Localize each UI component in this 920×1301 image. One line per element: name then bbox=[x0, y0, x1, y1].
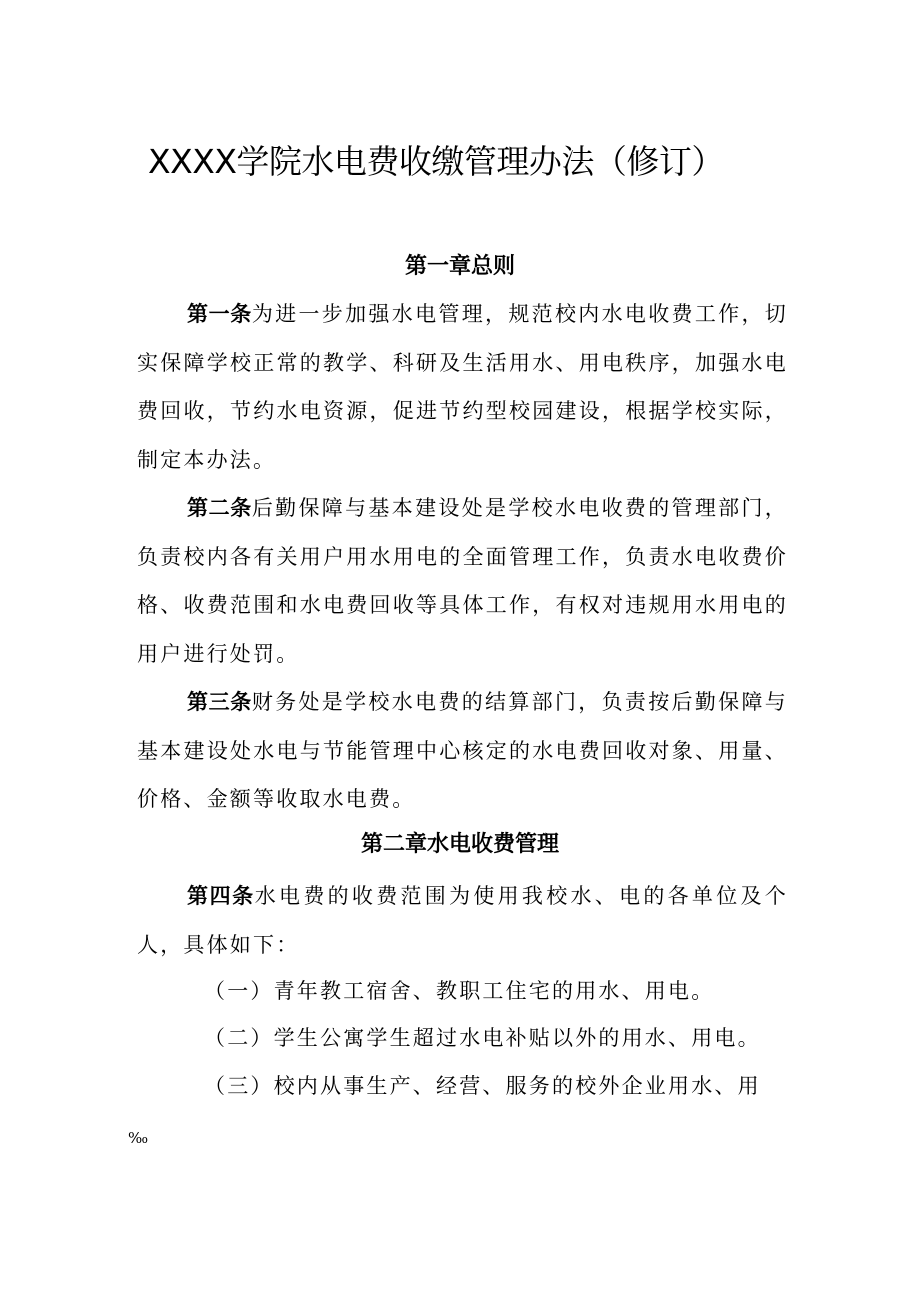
article-text: 为进一步加强水电管理，规范校内水电收费工作，切实保障学校正常的教学、科研及生活用水、用电秩序，加强水电费回收，节约水电资源，促进节约型校园建设，根据学校实际，制定本办法。 bbox=[137, 302, 789, 472]
article-paragraph bbox=[137, 290, 788, 484]
article-paragraph bbox=[137, 872, 788, 969]
article-paragraph bbox=[137, 484, 788, 678]
document-title: XXXX学院水电费收缴管理办法（修订） bbox=[148, 142, 724, 181]
list-item: （二）学生公寓学生超过水电补贴以外的用水、用电。 bbox=[204, 1026, 761, 1050]
list-item: （三）校内从事生产、经营、服务的校外企业用水、用 bbox=[204, 1074, 761, 1098]
chapter-heading: 第二章水电收费管理 bbox=[360, 832, 559, 857]
article-text: 财务处是学校水电费的结算部门，负责按后勤保障与基本建设处水电与节能管理中心核定的水电费回收对象、用量、价格、金额等收取水电费。 bbox=[137, 690, 789, 811]
article-label: 第二条 bbox=[187, 496, 252, 520]
continuation-text: ‰ bbox=[128, 1129, 149, 1147]
chapter-heading: 第一章总则 bbox=[404, 254, 515, 279]
article-label: 第四条 bbox=[187, 884, 255, 908]
article-paragraph bbox=[137, 678, 788, 824]
article-label: 第一条 bbox=[187, 302, 252, 326]
article-label: 第三条 bbox=[187, 690, 252, 714]
article-text: 后勤保障与基本建设处是学校水电收费的管理部门，负责校内各有关用户用水用电的全面管理工作，负责水电收费价格、收费范围和水电费回收等具体工作，有权对违规用水用电的用户进行处罚。 bbox=[137, 496, 789, 666]
article-text: 水电费的收费范围为使用我校水、电的各单位及个人，具体如下： bbox=[137, 884, 788, 957]
list-item: （一）青年教工宿舍、教职工住宅的用水、用电。 bbox=[204, 979, 715, 1003]
